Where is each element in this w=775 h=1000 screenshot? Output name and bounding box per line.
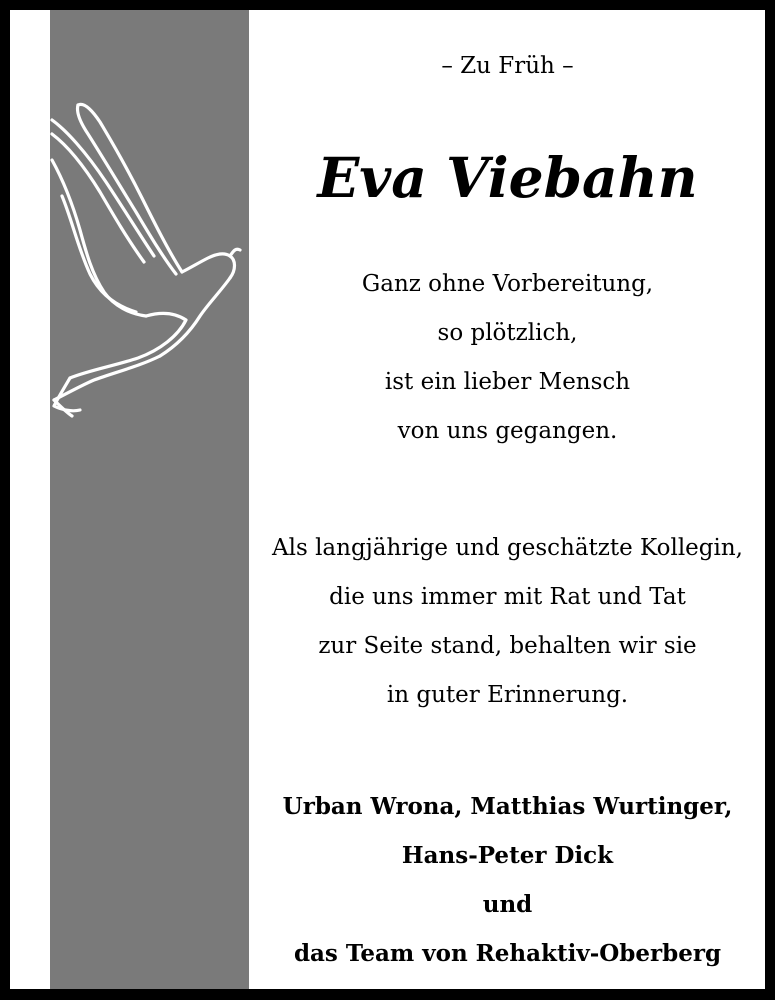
signature-line: Urban Wrona, Matthias Wurtinger, (282, 793, 733, 820)
notice-heading: – Zu Früh – (441, 53, 574, 79)
poem-stanza (250, 260, 765, 456)
signature-line: das Team von Rehaktiv-Oberberg (293, 940, 722, 967)
poem-line: Ganz ohne Vorbereitung, (361, 271, 654, 297)
signatures-block (250, 782, 765, 978)
dove-icon (50, 100, 249, 420)
deceased-name: Eva Viebahn (317, 145, 698, 210)
signature-line: Hans-Peter Dick (401, 842, 614, 869)
obituary-text (250, 10, 765, 989)
message-line: Als langjährige und geschätzte Kollegin, (271, 535, 743, 561)
signature-line: und (482, 891, 533, 918)
message-line: die uns immer mit Rat und Tat (329, 584, 686, 610)
poem-line: so plötzlich, (437, 320, 578, 346)
message-line: zur Seite stand, behalten wir sie (318, 633, 697, 659)
message-stanza (250, 524, 765, 720)
poem-line: ist ein lieber Mensch (384, 369, 631, 395)
message-line: in guter Erinnerung. (386, 682, 629, 708)
poem-line: von uns gegangen. (397, 418, 618, 444)
